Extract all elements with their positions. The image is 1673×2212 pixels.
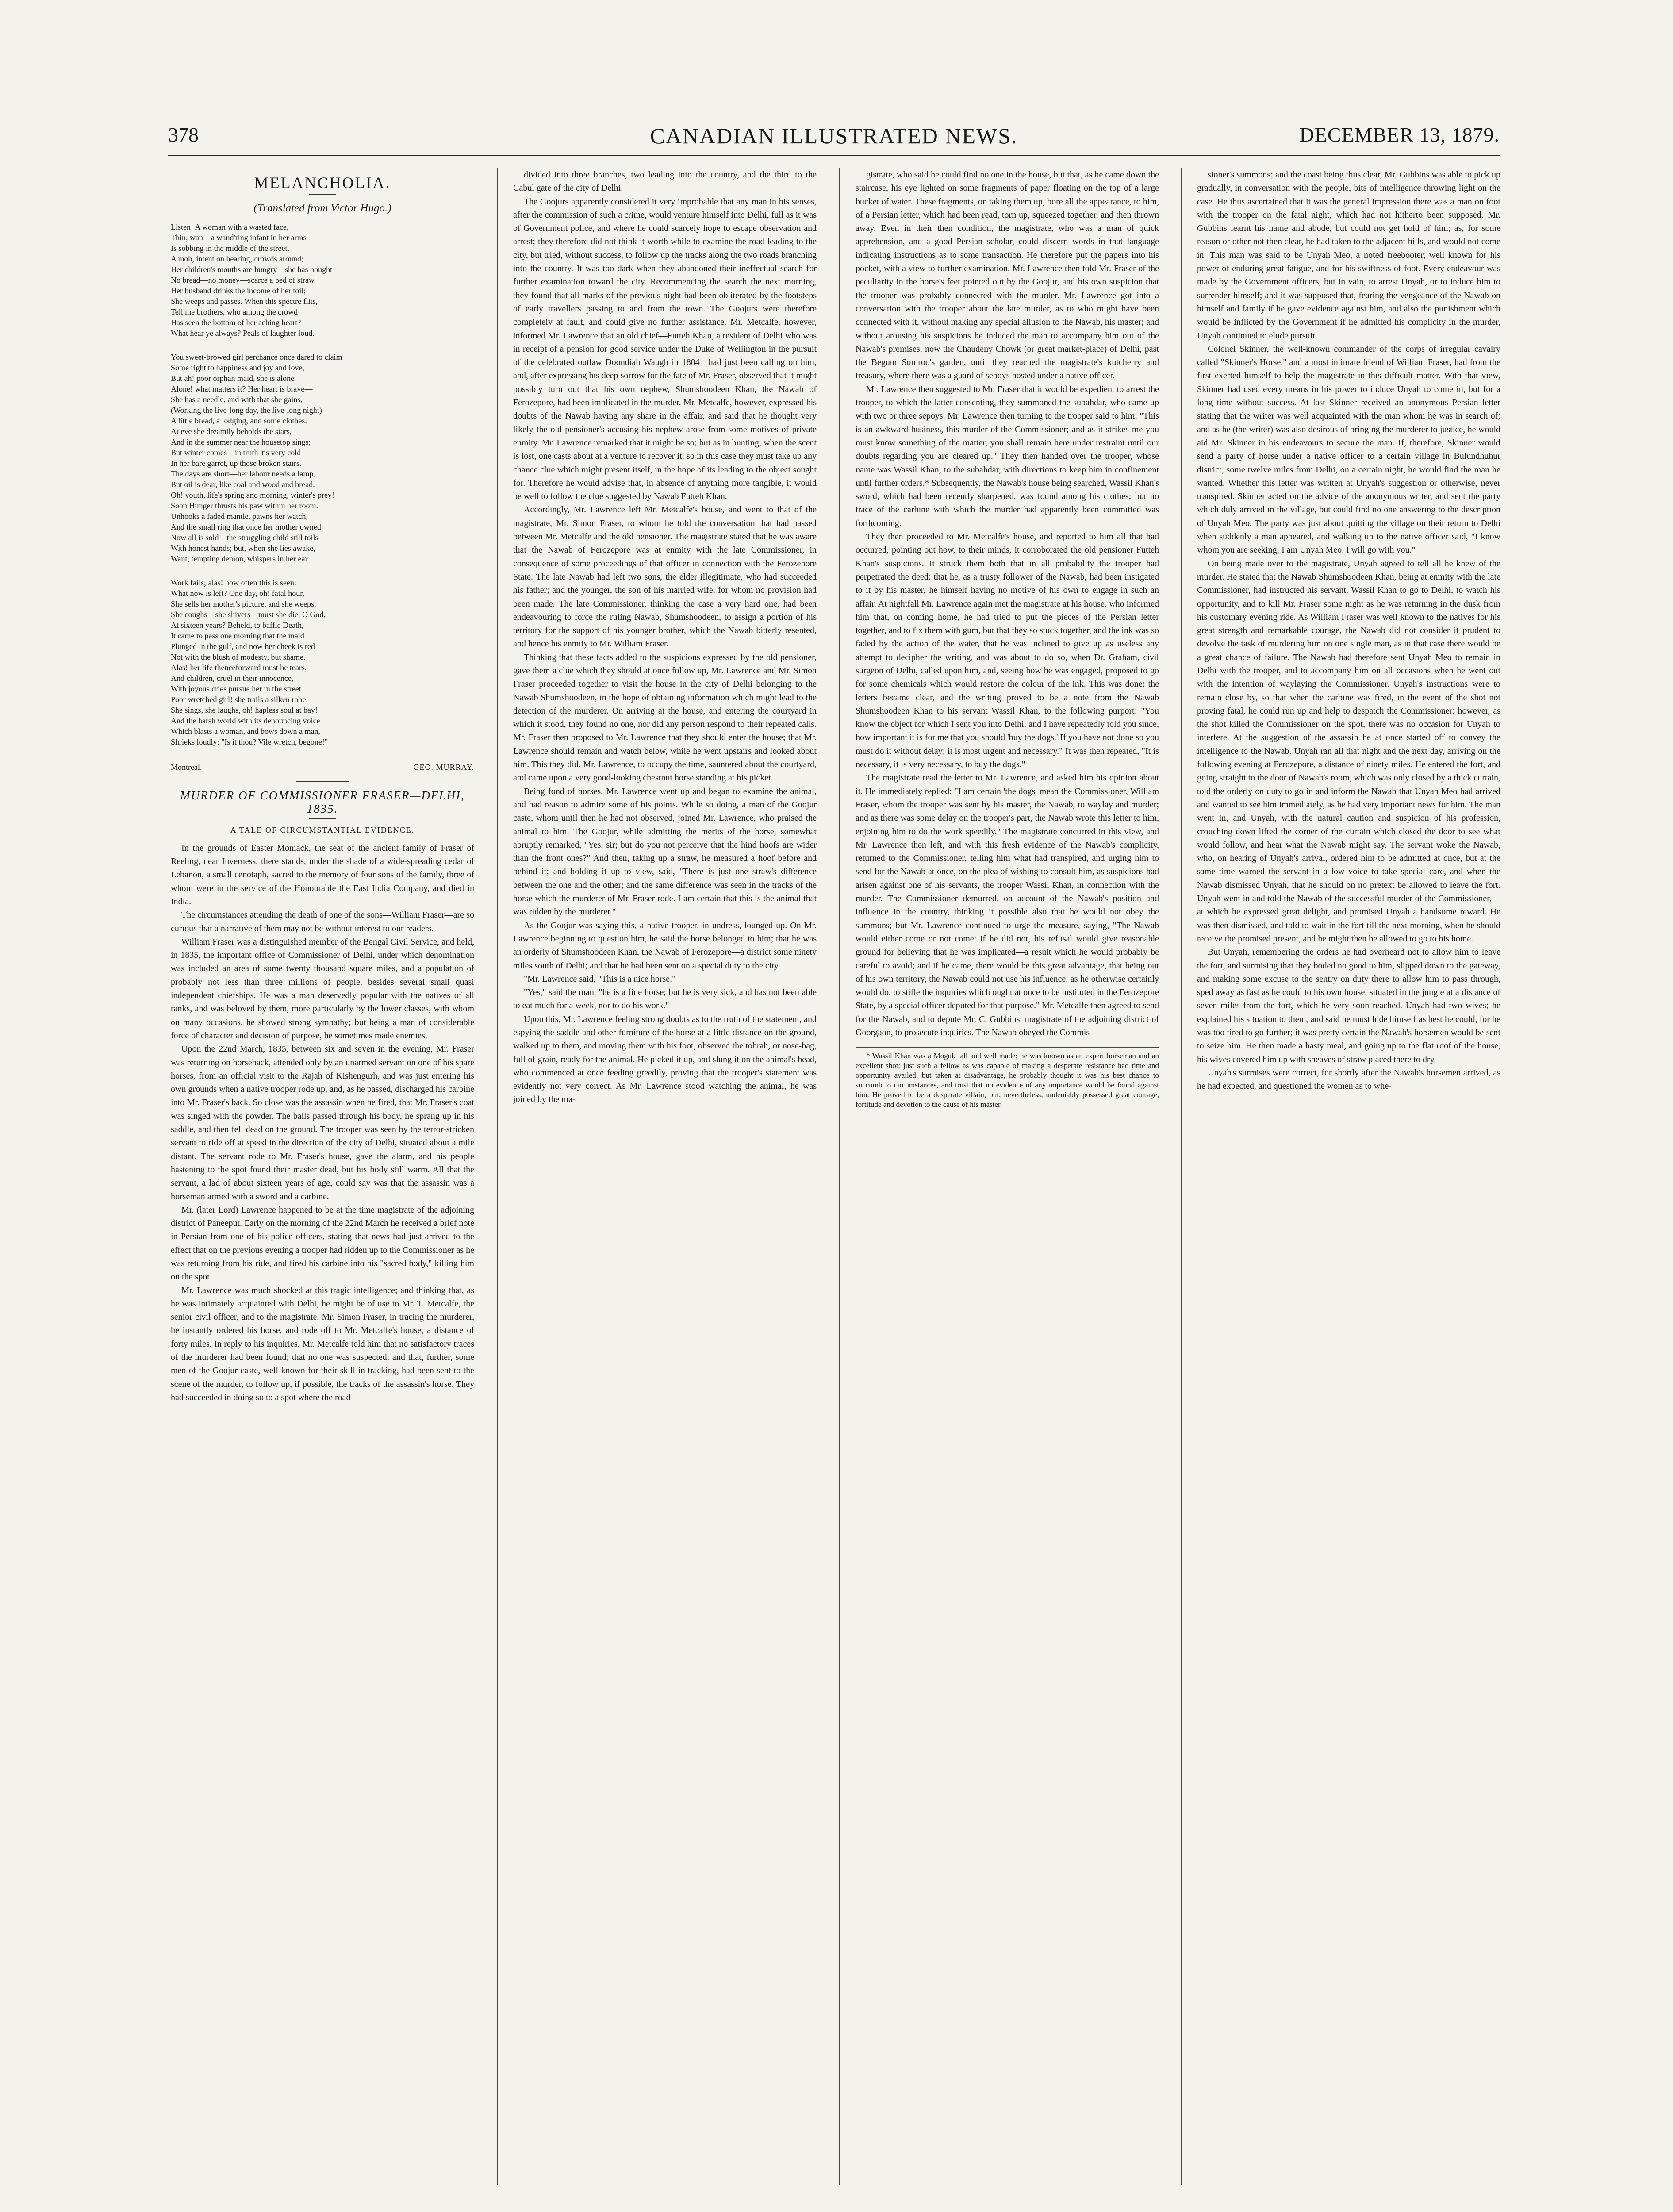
poem-line: Plunged in the gulf, and now her cheek is red xyxy=(171,641,315,651)
article-paragraph: sioner's summons; and the coast being thus clear, Mr. Gubbins was able to pick up gradually, in conversation with the people, bits of intelligence throwing light on the case. He thus ascertained that it was the general impression there was a man on foot with the trooper on the fatal night, which had not hitherto been supposed. Mr. Gubbins learnt his name and abode, but could not get hold of him; as, for some reason or other not then clear, he had taken to the adjacent hills, and would not come in. This man was said to be Unyah Meo, a noted freebooter, well known for his power of enduring great fatigue, and for his swiftness of foot. Every endeavour was made by the Government officers, but in vain, to arrest Unyah, or to induce him to surrender himself; and it was supposed that, fearing the vengeance of the Nawab on himself and family if he gave evidence against him, and also the punishment which would be inflicted by the Government if he admitted his complicity in the murder, Unyah continued to elude pursuit. xyxy=(1197,170,1500,341)
poem-line: What now is left? One day, oh! fatal hour, xyxy=(171,588,305,598)
article-paragraph: In the grounds of Easter Moniack, the seat of the ancient family of Fraser of Reeling, near Inverness, there stands, under the shade of a wide-spreading cedar of Lebanon, a small cenotaph, sacred to the memory of four sons of the family, three of whom were in the service of the Honourable the East India Company, and died in India. xyxy=(171,843,474,906)
article-paragraph: The Goojurs apparently considered it very improbable that any man in his senses, after the commission of such a crime, would venture himself into Delhi, full as it was of Government police, and where he could scarcely hope to escape observation and arrest; they therefore did not think it worth while to examine the road leading to the city, but tried, without success, to follow up the tracks along the two roads branching into the country. It was too dark when they abandoned their ineffectual search for further examination toward the city. Recommencing the search the next morning, they found that all marks of the previous night had been obliterated by the footsteps of early travellers passing to and from the town. The Goojurs were therefore completely at fault, and could give no further assistance. Mr. Metcalfe, however, informed Mr. Lawrence that an old chief—Futteh Khan, a resident of Delhi who was in receipt of a pension for good service under the Duke of Wellington in the pursuit of the celebrated outlaw Doondiah Waugh in 1804—had just been calling on him, and, after expressing his deep sorrow for the fate of Mr. Fraser, observed that it might possibly turn out that his own nephew, Shumshoodeen Khan, the Nawab of Ferozepore, had been implicated in the murder. Mr. Metcalfe, however, expressed his doubts of the Nawab having any share in the affair, and said that he thought very likely the old pensioner's accusing his nephew arose from some motives of private enmity. Mr. Lawrence remarked that it might be so; but as in hunting, when the scent is lost, one casts about at a venture to recover it, so in this case they must take up any chance clue which might present itself, in the hope of its leading to the object sought for. Therefore he would advise that, in absence of anything more tangible, it would be well to follow the clue suggested by Nawab Futteh Khan. xyxy=(513,196,817,502)
article-paragraph: As the Goojur was saying this, a native trooper, in undress, lounged up. On Mr. Lawrence beginning to question him, he said the horse belonged to him; that he was an orderly of Shumshoodeen Khan, the Nawab of Ferozepore—a district some ninety miles south of Delhi; and that he had been sent on a special duty to the city. xyxy=(513,920,817,971)
column-divider xyxy=(839,168,840,2185)
poem-line: Now all is sold—the struggling child still toils xyxy=(171,533,318,542)
poem-line: It came to pass one morning that the maid xyxy=(171,631,304,640)
poem-line: Alone! what matters it? Her heart is brave— xyxy=(171,384,313,393)
article-paragraph: Upon this, Mr. Lawrence feeling strong doubts as to the truth of the statement, and espying the saddle and other furniture of the horse at a little distance on the ground, walked up to them, and moving them with his foot, observed the tobrah, or nose-bag, full of grain, ready for the animal. He picked it up, and slung it on the animal's head, who commenced at once feeding greedily, proving that the trooper's statement was evidently not very correct. As Mr. Lawrence stood watching the animal, he was joined by the ma- xyxy=(513,1014,817,1105)
poem-line: A little bread, a lodging, and some clothes. xyxy=(171,416,307,425)
article-paragraph: Unyah's surmises were correct, for shortly after the Nawab's horsemen arrived, as he had expected, and questioned the women as to whe- xyxy=(1197,1068,1500,1091)
column-2 xyxy=(513,168,817,2181)
poem-stanza xyxy=(171,577,474,747)
poem-line: She sells her mother's picture, and she weeps, xyxy=(171,599,316,608)
column-1 xyxy=(171,168,474,2181)
poem-line: Oh! youth, life's spring and morning, winter's prey! xyxy=(171,490,334,499)
poem-line: (Working the live-long day, the live-long night) xyxy=(171,405,322,415)
article-body-col2 xyxy=(513,168,817,1106)
poem-line: She has a needle, and with that she gains, xyxy=(171,395,303,404)
article-paragraph: The circumstances attending the death of one of the sons—William Fraser—are so curious that a narrative of them may not be without interest to our readers. xyxy=(171,910,474,933)
header-rule xyxy=(168,155,1500,156)
section-rule xyxy=(296,781,349,782)
poem-line: With honest hands; but, when she lies awake, xyxy=(171,543,315,553)
poem-subtitle: (Translated from Victor Hugo.) xyxy=(253,202,391,215)
article-body-col4 xyxy=(1197,168,1500,1093)
poem-line: Unhooks a faded mantle, pawns her watch, xyxy=(171,511,308,521)
article-paragraph: Mr. (later Lord) Lawrence happened to be at the time magistrate of the adjoining district of Paneeput. Early on the morning of the 22nd March he received a brief note in Persian from one of his police officers, stating that news had just arrived to the effect that on the previous evening a trooper had ridden up to the Commissioner as he was returning from his ride, and fired his carbine into his "sacred body," killing him on the spot. xyxy=(171,1205,474,1282)
poem-line: Alas! her life thenceforward must be tears, xyxy=(171,663,307,672)
poem-line: Her children's mouths are hungry—she has nought— xyxy=(171,265,341,274)
poem-signature xyxy=(171,760,474,774)
article-subtitle: A TALE OF CIRCUMSTANTIAL EVIDENCE. xyxy=(230,826,415,835)
publication-name: CANADIAN ILLUSTRATED NEWS. xyxy=(650,123,1018,148)
poem-line: But oil is dear, like coal and wood and bread. xyxy=(171,480,315,489)
poem-line: Poor wretched girl! she trails a silken robe; xyxy=(171,695,308,704)
poem-line: At eve she dreamily beholds the stars, xyxy=(171,426,292,436)
column-divider xyxy=(497,168,498,2185)
poem-line: She sings, she laughs, oh! hapless soul at bay! xyxy=(171,705,318,714)
poem-line: Tell me brothers, who among the crowd xyxy=(171,307,298,316)
article-paragraph: William Fraser was a distinguished member of the Bengal Civil Service, and held, in 1835, the important office of Commissioner of Delhi, under which denomination was included an area of some twenty thousand square miles, and a population of probably not less than three millions of people, besides several small quasi independent chiefships. He was a man deservedly popular with the natives of all ranks, and was beloved by them, more particularly by the lower classes, with whom on many occasions, he showed strong sympathy; but being a man of considerable force of character and decision of purpose, he sometimes made enemies. xyxy=(171,937,474,1041)
article-paragraph: On being made over to the magistrate, Unyah agreed to tell all he knew of the murder. He stated that the Nawab Shumshoodeen Khan, being at enmity with the late Commissioner, had instructed his servant, Wassil Khan to go to Delhi, to watch his opportunity, and to kill Mr. Fraser some night as he was returning in the dusk from his customary evening ride. As William Fraser was well known to the natives for his great strength and remarkable courage, the Nawab did not consider it prudent to devolve the task of murdering him on one single man, as in that case there would be a great chance of failure. The Nawab had therefore sent Unyah Meo to remain in Delhi with the trooper, and to accompany him on all occasions when he went out with the intention of waylaying the Commissioner. Unyah's instructions were to remain close by, so that when the carbine was fired, in the event of the shot not proving fatal, he could run up and help to despatch the Commissioner; however, as the shot killed the Commissioner on the spot, there was no occasion for Unyah to interfere. At the suggestion of the assassin he at once started off to convey the intelligence to the Nawab. Unyah ran all that night and the next day, arriving on the following evening at Ferozepore, a distance of ninety miles. He entered the fort, and going straight to the door of Nawab's room, which was only closed by a thick curtain, told the orderly on duty to go in and inform the Nawab that Unyah Meo had arrived and wanted to see him immediately, as he had very important news for him. The man went in, and Unyah, with the natural caution and suspicion of his profession, crouching down lifted the corner of the curtain which closed the door to see what would follow, and hear what the Nawab might say. The servant woke the Nawab, who, on hearing of Unyah's arrival, ordered him to be admitted at once, but at the same time warned the servant in a low voice to take special care, and when the Nawab dismissed Unyah, that he should on no pretext be allowed to leave the fort. Unyah went in and told the Nawab of the successful murder of the Commissioner,—at which he expressed great delight, and promised Unyah a handsome reward. He was then dismissed, and told to wait in the fort till the next morning, when he should receive the promised present, and he might then be allowed to go to his home. xyxy=(1197,558,1500,944)
poem-line: Is sobbing in the middle of the street. xyxy=(171,243,289,253)
poem-title: MELANCHOLIA. xyxy=(254,174,391,192)
article-paragraph: Mr. Lawrence was much shocked at this tragic intelligence; and thinking that, as he was intimately acquainted with Delhi, he might be of use to Mr. T. Metcalfe, the senior civil officer, and to the magistrate, Mr. Simon Fraser, in tracing the murderer, he instantly ordered his horse, and rode off to Mr. Metcalfe's house, a distance of forty miles. In reply to his inquiries, Mr. Metcalfe told him that no satisfactory traces of the murderer had been found; that no one was suspected; and that, further, some men of the Goojur caste, well known for their skill in tracking, had been sent to the scene of the murder, to follow up, if possible, the tracks of the assassin's horse. They had succeeded in doing so to a spot where the road xyxy=(171,1285,474,1402)
article-paragraph: Thinking that these facts added to the suspicions expressed by the old pensioner, gave them a clue which they should at once follow up, Mr. Lawrence and Mr. Simon Fraser proceeded together to visit the house in the city of Delhi belonging to the Nawab Shumshoodeen, in the hope of obtaining information which might lead to the detection of the murderer. On arriving at the house, and entering the courtyard in which it stood, they found no one, nor did any person respond to their repeated calls. Mr. Fraser then proposed to Mr. Lawrence that they should enter the house; that Mr. Lawrence should remain and watch below, while he went upstairs and looked about him. This they did. Mr. Lawrence, to occupy the time, sauntered about the courtyard, and came upon a very good-looking chestnut horse standing at his picket. xyxy=(513,652,817,783)
poem-line: With joyous cries pursue her in the street. xyxy=(171,684,303,693)
column-3 xyxy=(856,168,1159,2181)
article-paragraph: Upon the 22nd March, 1835, between six and seven in the evening, Mr. Fraser was returning on horseback, attended only by an unarmed servant on one of his spare horses, from an official visit to the Rajah of Kishengurh, and was just entering his own grounds when a native trooper rode up, and, as he passed, discharged his carbine into Mr. Fraser's back. So close was the assassin when he fired, that Mr. Fraser's coat was singed with the powder. The balls passed through his body, he sprang up in his saddle, and then fell dead on the ground. The trooper was seen by the terror-stricken servant to ride off at speed in the direction of the city of Delhi, situated about a mile distant. The servant rode to Mr. Fraser's house, gave the alarm, and his people hastening to the spot found their master dead, but his body still warm. All that the servant, a lad of about sixteen years of age, could say was that the assassin was a horseman armed with a sword and a carbine. xyxy=(171,1044,474,1202)
poem-line: Her husband drinks the income of her toil; xyxy=(171,286,306,295)
poem-stanza xyxy=(171,222,474,338)
article-paragraph: Being fond of horses, Mr. Lawrence went up and began to examine the animal, and had reason to admire some of his points. While so doing, a man of the Goojur caste, whom until then he had not observed, joined Mr. Lawrence, who praised the animal to him. The Goojur, while admitting the merits of the horse, somewhat abruptly remarked, "Yes, sir; but do you not perceive that the hind hoofs are wider than the front ones?" And then, taking up a straw, he measured a hoof before and behind it; and holding it up to view, said, "There is just one straw's difference between the one and the other; and the same difference was seen in the tracks of the horse which the murderer of Mr. Fraser rode. I am certain that this is the animal that was ridden by the murderer." xyxy=(513,786,817,917)
poem-line: Some right to happiness and joy and love, xyxy=(171,363,304,372)
poem-line: And in the summer near the housetop sings; xyxy=(171,437,311,446)
poem-body xyxy=(171,222,474,747)
poem-line: But ah! poor orphan maid, she is alone. xyxy=(171,373,296,383)
title-rule xyxy=(309,818,336,819)
poem-line: The days are short—her labour needs a lamp, xyxy=(171,469,315,478)
poem-line: And the harsh world with its denouncing voice xyxy=(171,716,320,725)
article-paragraph: "Mr. Lawrence said, "This is a nice horse." xyxy=(524,974,676,984)
poem-stanza xyxy=(171,352,474,564)
poem-line: And the small ring that once her mother owned. xyxy=(171,522,323,531)
article-paragraph: Accordingly, Mr. Lawrence left Mr. Metcalfe's house, and went to that of the magistrate, Mr. Simon Fraser, to whom he told the conversation that had passed between Mr. Metcalfe and the old pensioner. The magistrate stated that he was aware that the Nawab of Ferozepore was at enmity with the late Commissioner, in consequence of some proceedings of that officer in connection with the Ferozepore State. The late Nawab had left two sons, the elder illegitimate, who had succeeded his father; and the younger, the son of his married wife, for whom no provision had been made. The late Commissioner, thinking the case a very hard one, had been endeavouring to force the ruling Nawab, Shumshoodeen, to assign a portion of his territory for the support of his younger brother, which the Nawab bitterly resented, and hence his enmity to Mr. William Fraser. xyxy=(513,505,817,649)
article-title: MURDER OF COMMISSIONER FRASER—DELHI, 1835. xyxy=(180,788,465,816)
article-paragraph: But Unyah, remembering the orders he had overheard not to allow him to leave the fort, and surmising that they boded no good to him, slipped down to the gateway, and making some excuse to the sentry on duty there to allow him to pass through, sped away as fast as he could to his own house, situated in the jungle at a distance of seven miles from the fort, which he very soon reached. Unyah had two wives; he explained his situation to them, and said he must hide himself as best he could, for he was too tired to go further; it was pretty certain the Nawab's horsemen would be sent to seize him. He then made a hasty meal, and going up to the flat roof of the house, his wives covered him up with sheaves of straw placed there to dry. xyxy=(1197,947,1500,1064)
issue-date: DECEMBER 13, 1879. xyxy=(1299,123,1500,146)
poem-line: In her bare garret, up those broken stairs. xyxy=(171,458,302,468)
poem-line: She weeps and passes. When this spectre flits, xyxy=(171,296,318,306)
poem-line: But winter comes—in truth 'tis very cold xyxy=(171,448,301,457)
article-paragraph: gistrate, who said he could find no one in the house, but that, as he came down the staircase, his eye lighted on some fragments of paper floating on the top of a large bucket of water. These fragments, on taking them up, bore all the appearance, to him, of a Persian letter, which had been read, torn up, squeezed together, and then thrown away. Even in their then condition, the magistrate, who was a man of quick apprehension, and a good Persian scholar, could discern words in that language indicating instructions as to some transaction. He therefore put the papers into his pocket, with a view to further examination. Mr. Lawrence then told Mr. Fraser of the peculiarity in the horse's feet pointed out by the Goojur, and his own suspicion that the trooper was probably connected with the murder. Mr. Lawrence got into a conversation with the trooper about the late murder, as to who might have been connected with it, without making any special allusion to the Nawab, his master; and without arousing his suspicions he induced the man to accompany him out of the Nawab's premises, now the Chaudeny Chowk (or great market-place) of Delhi, past the Begum Sumroo's garden, until they reached the magistrate's kutcherry and treasury, where there was a guard of sepoys posted under a native officer. xyxy=(856,170,1159,381)
poem-line: Listen! A woman with a wasted face, xyxy=(171,222,289,231)
article-paragraph: The magistrate read the letter to Mr. Lawrence, and asked him his opinion about it. He immediately replied: "I am certain 'the dogs' mean the Commissioner, William Fraser, whom the trooper was sent by his master, the Nawab, to waylay and murder; and as there was some delay on the trooper's part, the Nawab wrote this letter to him, enjoining him to do the work speedily." The magistrate concurred in this view, and Mr. Lawrence then left, and with this fresh evidence of the Nawab's complicity, returned to the Commissioner, telling him what had transpired, and urging him to send for the Nawab at once, on the plea of wishing to consult him, as suspicions had arisen against one of his servants, the trooper Wassil Khan, in connection with the murder. The Commissioner demurred, on account of the Nawab's position and influence in the country, thinking it possible also that he would not obey the summons; but Mr. Lawrence continued to urge the measure, saying, "The Nawab would either come or not come: if he did not, his refusal would give reasonable ground for believing that he was implicated—a result which he would probably be careful to avoid; and if he came, there would be this great advantage, that being out of his own territory, the Nawab could not use his influence, as he otherwise certainly would do, to stifle the inquiries which ought at once to be instituted in the Ferozepore State, by a special officer deputed for that purpose." Mr. Metcalfe then agreed to send for the Nawab, and to depute Mr. C. Gubbins, magistrate of the adjoining district of Goorgaon, to prosecute inquiries. The Nawab obeyed the Commis- xyxy=(856,773,1159,1037)
poem-line: Thin, wan—a wand'ring infant in her arms— xyxy=(171,233,315,242)
poem-line: Work fails; alas! how often this is seen: xyxy=(171,578,296,587)
poem-line: Has seen the bottom of her aching heart? xyxy=(171,318,301,327)
footnote-rule xyxy=(856,1047,1159,1048)
poem-line: Shrieks loudly: "Is it thou? Vile wretch, begone!" xyxy=(171,737,328,746)
poem-line: She coughs—she shivers—must she die, O God, xyxy=(171,610,326,619)
article-paragraph: Mr. Lawrence then suggested to Mr. Fraser that it would be expedient to arrest the trooper, to which the latter consenting, they summoned the subahdar, who came up with two or three sepoys. Mr. Lawrence then turning to the trooper said to him: "This is an awkward business, this murder of the Commissioner; and as it strikes me you must know something of the matter, you shall remain here under restraint until our doubts regarding you are cleared up." They then handed over the trooper, whose name was Wassil Khan, to the subahdar, with directions to keep him in confinement until further orders.* Subsequently, the Nawab's house being searched, Wassil Khan's sword, which had been recently sharpened, was found among his clothes; but no trace of the carbine with which the murder had apparently been committed was forthcoming. xyxy=(856,384,1159,528)
poem-place: Montreal. xyxy=(171,762,202,772)
poem-line: Not with the blush of modesty, but shame. xyxy=(171,652,306,661)
footnote: * Wassil Khan was a Mogul, tall and well made; he was known as an expert horseman and an excellent shot; just such a fellow as was capable of making a desperate resistance had time and opportunity availed; but taken at disadvantage, he probably thought it was his best chance to succumb to circumstances, and trust that no evidence of any importance would be found against him. He proved to be a desperate villain; but, nevertheless, undeniably possessed great courage, fortitude and devotion to the cause of his master. xyxy=(856,1052,1159,1109)
column-divider xyxy=(1181,168,1182,2185)
column-4 xyxy=(1197,168,1500,2181)
poem-line: A mob, intent on hearing, crowds around; xyxy=(171,254,303,263)
article-paragraph: "Yes," said the man, "he is a fine horse; but he is very sick, and has not been able to eat much for a week, nor to do his work." xyxy=(513,987,817,1011)
poem-line: What hear ye always? Peals of laughter loud. xyxy=(171,328,315,338)
masthead xyxy=(168,123,1500,154)
article-paragraph: divided into three branches, two leading into the country, and the third to the Cabul gate of the city of Delhi. xyxy=(513,170,817,193)
poem-line: Which blasts a woman, and bows down a man, xyxy=(171,726,320,736)
poem-line: And children, cruel in their innocence, xyxy=(171,673,294,683)
poem-line: At sixteen years? Beheld, to baffle Death, xyxy=(171,620,304,630)
article-paragraph: They then proceeded to Mr. Metcalfe's house, and reported to him all that had occurred, pointing out how, to their minds, it corroborated the old pensioner Futteh Khan's suspicions. It struck them both that in all probability the trooper had perpetrated the deed; that he, as a trusty follower of the Nawab, had been instigated to it by his master, he himself having no motive of his own to engage in such an affair. At nightfall Mr. Lawrence again met the magistrate at his house, who informed him that, on coming home, he had tried to put the pieces of the Persian letter together, and to fix them with gum, but that they so stuck together, and the ink was so faded by the action of the water, that he was inclined to give up as useless any attempt to decipher the writing, and was about to do so, when Dr. Graham, civil surgeon of Delhi, called upon him, and, seeing how he was engaged, proposed to go for some chemicals which would restore the colour of the ink. This was done; the letters became clear, and the writing proved to be a note from the Nawab Shumshoodeen Khan to his servant Wassil Khan, to the following purport: "You know the object for which I sent you into Delhi; and I have repeatedly told you since, how important it is for me that you should 'buy the dogs.' If you have not done so you must do it without delay; it is most urgent and necessary." It was then repeated, "It is necessary, it is very necessary, to buy the dogs." xyxy=(856,532,1159,770)
poem-line: No bread—no money—scarce a bed of straw. xyxy=(171,275,316,284)
title-rule xyxy=(309,194,336,195)
article-paragraph: Colonel Skinner, the well-known commander of the corps of irregular cavalry called "Skinner's Horse," and a most intimate friend of William Fraser, had from the first exerted himself to help the magistrate in this difficult matter. With that view, Skinner had used every means in his power to induce Unyah to come in, but for a long time without success. At last Skinner received an anonymous Persian letter stating that the writer was well acquainted with the man whom he was in search of; and as he (the writer) was also desirous of bringing the murderer to justice, he would aid Mr. Skinner in his endeavours to secure the man. If, therefore, Skinner would send a party of horse under a native officer to a certain village in Bulundhuhur district, some twelve miles from Delhi, on a certain night, he would find the man he wanted. Whether this letter was written at Unyah's suggestion or otherwise, never transpired. Skinner acted on the advice of the anonymous writer, and sent the party which duly arrived in the village, but could find no one answering to the description of Unyah Meo. The party was just about quitting the village on their return to Delhi when suddenly a man appeared, and walking up to the native officer said, "I know whom you are seeking; I am Unyah Meo. I will go with you." xyxy=(1197,344,1500,555)
poem-author: GEO. MURRAY. xyxy=(413,762,474,772)
page-number: 378 xyxy=(168,123,199,146)
article-body-col1 xyxy=(171,841,474,1404)
poem-line: Want, tempting demon, whispers in her ear. xyxy=(171,554,309,563)
poem-line: Soon Hunger thrusts his paw within her room. xyxy=(171,501,318,510)
article-body-col3 xyxy=(856,168,1159,1039)
poem-line: You sweet-browed girl perchance once dared to claim xyxy=(171,352,342,361)
